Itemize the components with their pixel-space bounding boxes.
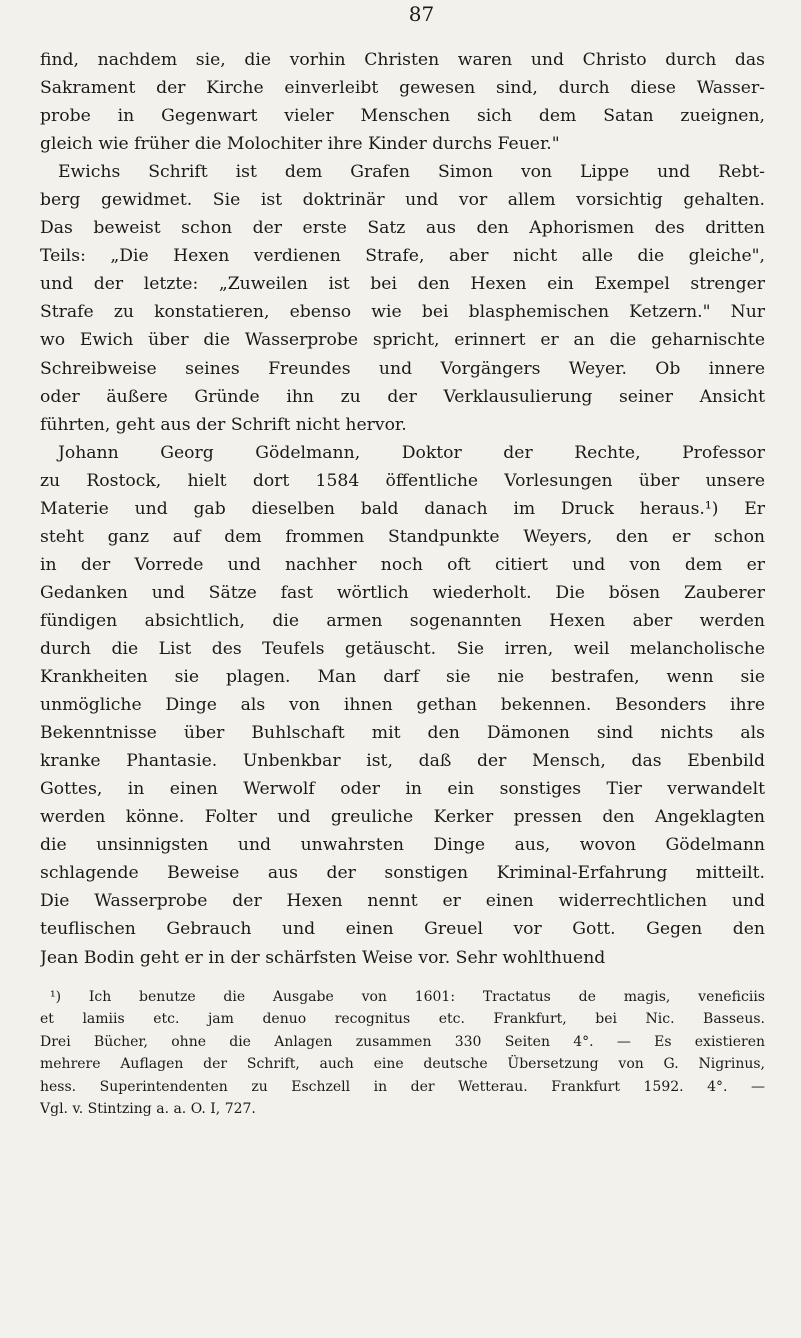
text-line: durch die List des Teufels getäuscht. Sie irren, weil melancholische — [40, 638, 765, 659]
text-line: Jean Bodin geht er in der schärfsten Weise vor. Sehr wohlthuend — [40, 947, 606, 968]
text-line: steht ganz auf dem frommen Standpunkte Weyers, den er schon — [40, 526, 765, 547]
text-line: Bekenntnisse über Buhlschaft mit den Dämonen sind nichts als — [40, 723, 765, 744]
text-line: Krankheiten sie plagen. Man darf sie nie bestrafen, wenn sie — [40, 667, 765, 688]
text-line: Gedanken und Sätze fast wörtlich wiederholt. Die bösen Zauberer — [40, 582, 765, 603]
text-line: zu Rostock, hielt dort 1584 öffentliche Vorlesungen über unsere — [40, 470, 765, 491]
text-line: Sakrament der Kirche einverleibt gewesen sind, durch diese Wasser- — [40, 78, 765, 99]
text-line: fündigen absichtlich, die armen sogenannten Hexen aber werden — [40, 610, 765, 631]
text-line: schlagende Beweise aus der sonstigen Kriminal-Erfahrung mitteilt. — [40, 863, 765, 884]
text-line: Das beweist schon der erste Satz aus den Aphorismen des dritten — [40, 218, 765, 239]
page-number: 87 — [408, 2, 435, 26]
text-line: probe in Gegenwart vieler Menschen sich dem Satan zueignen, — [40, 106, 765, 127]
text-line: oder äußere Gründe ihn zu der Verklausulierung seiner Ansicht — [40, 386, 765, 407]
text-line: teuflischen Gebrauch und einen Greuel vor Gott. Gegen den — [40, 919, 765, 940]
text-line: Johann Georg Gödelmann, Doktor der Rechte, Professor — [58, 442, 765, 463]
text-line: in der Vorrede und nachher noch oft citiert und von dem er — [40, 554, 765, 575]
text-line: kranke Phantasie. Unbenkbar ist, daß der Mensch, das Ebenbild — [40, 751, 765, 772]
text-line: Die Wasserprobe der Hexen nennt er einen widerrechtlichen und — [40, 891, 765, 912]
footnote-line: mehrere Auflagen der Schrift, auch eine deutsche Übersetzung von G. Nigrinus, — [40, 1056, 765, 1073]
text-line: Materie und gab dieselben bald danach im Druck heraus.¹) Er — [40, 498, 765, 519]
text-line: berg gewidmet. Sie ist doktrinär und vor allem vorsichtig gehalten. — [40, 190, 765, 211]
footnote-line: Vgl. v. Stintzing a. a. O. I, 727. — [40, 1101, 256, 1118]
text-line: und der letzte: „Zuweilen ist bei den Hexen ein Exempel strenger — [40, 274, 765, 295]
text-line: die unsinnigsten und unwahrsten Dinge aus, wovon Gödelmann — [40, 835, 765, 856]
main-text — [40, 46, 765, 972]
footnote-line: hess. Superintendenten zu Eschzell in der Wetterau. Frankfurt 1592. 4°. — — [40, 1078, 765, 1095]
text-line: Schreibweise seines Freundes und Vorgängers Weyer. Ob innere — [40, 358, 765, 379]
footnote-line: et lamiis etc. jam denuo recognitus etc. Frankfurt, bei Nic. Basseus. — [40, 1011, 765, 1028]
text-line: find, nachdem sie, die vorhin Christen waren und Christo durch das — [40, 50, 765, 70]
text-line: Gottes, in einen Werwolf oder in ein sonstiges Tier verwandelt — [40, 779, 765, 800]
footnote-line: ¹) Ich benutze die Ausgabe von 1601: Tractatus de magis, veneficiis — [50, 988, 765, 1005]
text-line: unmögliche Dinge als von ihnen gethan bekennen. Besonders ihre — [40, 695, 765, 716]
text-line: führten, geht aus der Schrift nicht hervor. — [40, 414, 407, 435]
text-line: wo Ewich über die Wasserprobe spricht, erinnert er an die geharnischte — [40, 330, 765, 351]
footnotes — [40, 986, 765, 1121]
footnote-line: Drei Bücher, ohne die Anlagen zusammen 330 Seiten 4°. — Es existieren — [40, 1033, 765, 1050]
text-line: Strafe zu konstatieren, ebenso wie bei blasphemischen Ketzern." Nur — [40, 302, 765, 323]
text-line: Ewichs Schrift ist dem Grafen Simon von Lippe und Rebt- — [58, 162, 765, 183]
text-line: werden könne. Folter und greuliche Kerker pressen den Angeklagten — [40, 807, 765, 828]
text-line: gleich wie früher die Molochiter ihre Kinder durchs Feuer." — [40, 134, 560, 155]
text-line: Teils: „Die Hexen verdienen Strafe, aber nicht alle die gleiche", — [40, 246, 765, 267]
